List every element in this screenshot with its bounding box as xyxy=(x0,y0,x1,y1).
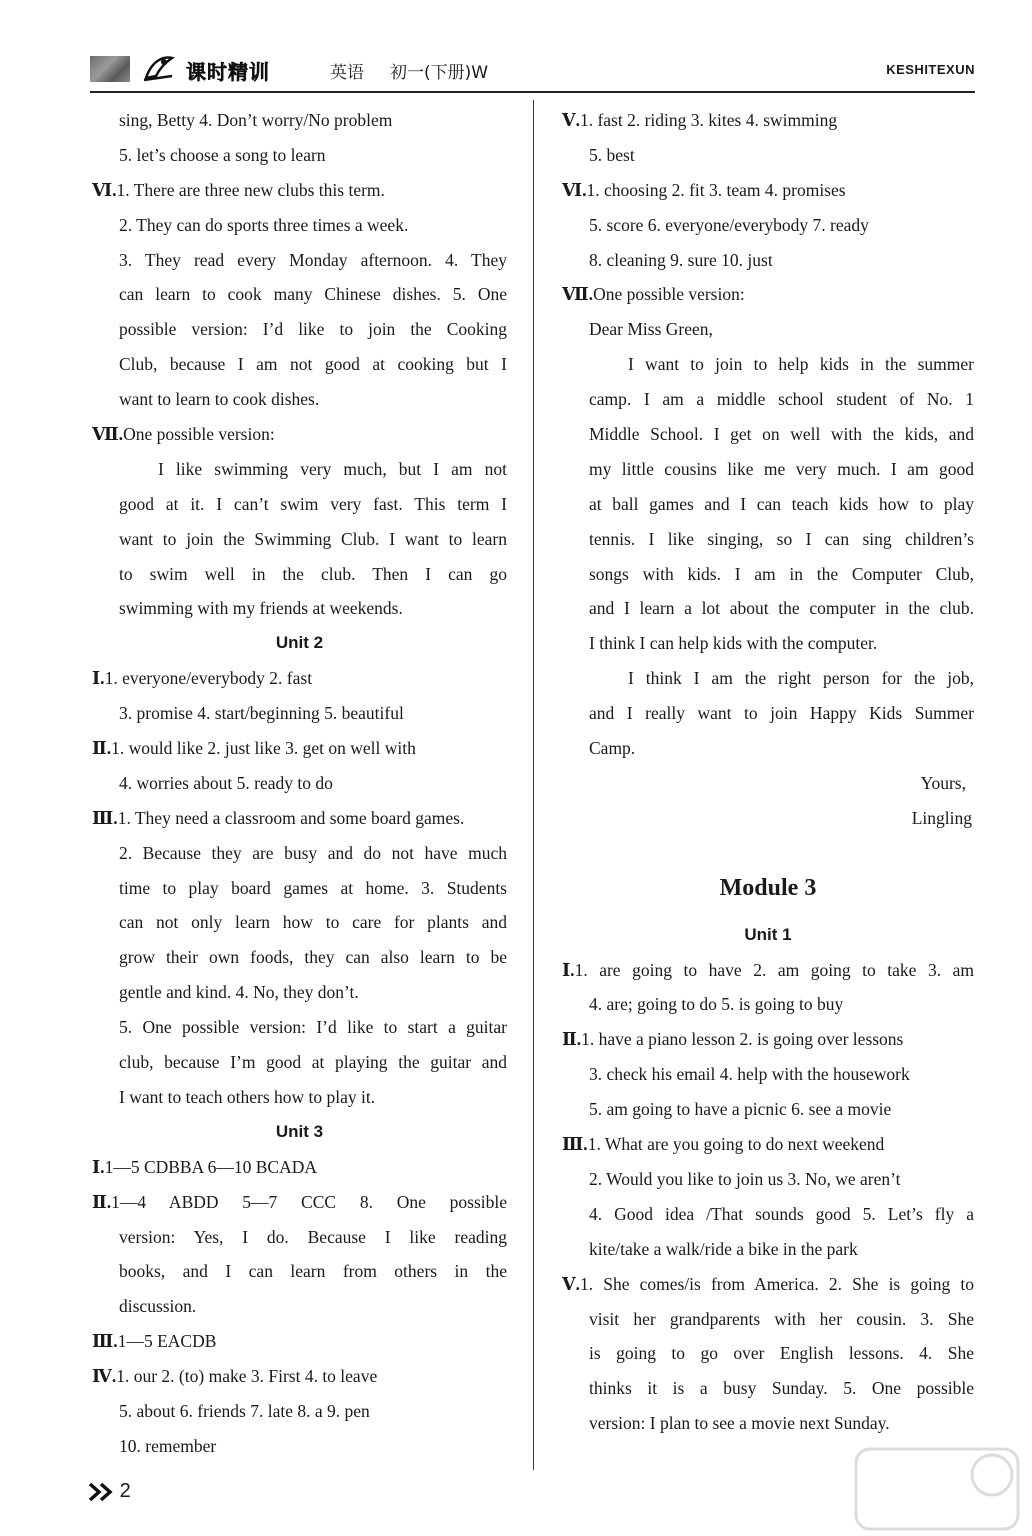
page-number xyxy=(88,1480,131,1503)
answer-text: possible version: I’d like to join the Cooking xyxy=(119,319,507,340)
answer-text: 5. about 6. friends 7. late 8. a 9. pen xyxy=(119,1400,370,1421)
right-line xyxy=(562,452,974,487)
answer-text: Yours, xyxy=(920,772,966,793)
left-line xyxy=(92,731,507,766)
answer-text: I like swimming very much, but I am not xyxy=(158,458,507,479)
answer-text: 3. They read every Monday afternoon. 4. They xyxy=(119,249,507,270)
answer-text: One possible version: xyxy=(593,284,745,305)
right-line xyxy=(562,312,974,347)
left-line xyxy=(92,1010,507,1045)
answer-text: songs with kids. I am in the Computer Club, xyxy=(589,563,974,584)
answer-text: 1. our 2. (to) make 3. First 4. to leave xyxy=(116,1366,378,1387)
right-line xyxy=(562,696,974,731)
left-line xyxy=(92,1045,507,1080)
right2-line xyxy=(562,1197,974,1232)
left-line xyxy=(92,1115,507,1150)
roman-numeral: Ⅱ. xyxy=(92,738,112,759)
roman-numeral: Ⅲ. xyxy=(92,1331,118,1352)
answer-text: 1. have a piano lesson 2. is going over lessons xyxy=(581,1029,904,1050)
roman-numeral: Ⅵ. xyxy=(92,179,117,200)
answer-text: 1. They need a classroom and some board games. xyxy=(117,807,465,828)
left-line xyxy=(92,312,507,347)
left-line xyxy=(92,766,507,801)
right-line xyxy=(562,801,974,836)
left-column xyxy=(92,103,507,1464)
answer-text: 5. am going to have a picnic 6. see a movie xyxy=(589,1099,892,1120)
answer-text: Unit 3 xyxy=(275,1121,324,1141)
left-line xyxy=(92,626,507,661)
answer-text: 4. are; going to do 5. is going to buy xyxy=(589,994,844,1015)
answer-text: Lingling xyxy=(911,807,972,828)
answer-text: gentle and kind. 4. No, they don’t. xyxy=(119,982,359,1003)
right2-line xyxy=(562,1232,974,1267)
header-decoration xyxy=(90,56,130,82)
right-line xyxy=(562,277,974,312)
watermark-stamp xyxy=(852,1445,1022,1533)
double-chevron-icon xyxy=(88,1482,114,1502)
answer-text: Club, because I am not good at cooking but I xyxy=(119,354,507,375)
answer-text: tennis. I like singing, so I can sing children’s xyxy=(589,528,974,549)
answer-text: and I really want to join Happy Kids Summer xyxy=(589,703,974,724)
answer-text: camp. I am a middle school student of No. 1 xyxy=(589,389,974,410)
answer-text: 1. What are you going to do next weekend xyxy=(587,1134,885,1155)
answer-text: I think I can help kids with the computer. xyxy=(589,633,878,654)
answer-text: 3. check his email 4. help with the housework xyxy=(589,1064,910,1085)
answer-text: thinks it is a busy Sunday. 5. One possible xyxy=(589,1378,974,1399)
answer-text: I want to teach others how to play it. xyxy=(119,1086,376,1107)
left-line xyxy=(92,905,507,940)
roman-numeral: Ⅵ. xyxy=(562,179,587,200)
left-line xyxy=(92,696,507,731)
right2-line xyxy=(562,1057,974,1092)
roman-numeral: Ⅰ. xyxy=(92,1156,105,1177)
left-line xyxy=(92,173,507,208)
answer-text: Camp. xyxy=(589,738,636,759)
right2-line xyxy=(562,1022,974,1057)
left-line xyxy=(92,801,507,836)
right-line xyxy=(562,522,974,557)
left-line xyxy=(92,1289,507,1324)
answer-text: version: Yes, I do. Because I like reading xyxy=(119,1226,507,1247)
left-line xyxy=(92,975,507,1010)
left-line xyxy=(92,277,507,312)
answer-text: good at it. I can’t swim very fast. This term I xyxy=(119,493,507,514)
answer-text: 1—5 EACDB xyxy=(117,1331,217,1352)
answer-text: want to join the Swimming Club. I want to learn xyxy=(119,528,507,549)
answer-text: 4. worries about 5. ready to do xyxy=(119,772,333,793)
subject-label: 英语 xyxy=(330,63,364,83)
answer-text: Unit 2 xyxy=(275,633,324,653)
right-line xyxy=(562,557,974,592)
column-divider xyxy=(533,100,534,1470)
right2-line xyxy=(562,987,974,1022)
grade-label: 初一(下册)W xyxy=(390,63,489,83)
left-line xyxy=(92,347,507,382)
answer-text: 5. One possible version: I’d like to start a guitar xyxy=(119,1017,507,1038)
answer-text: 1. She comes/is from America. 2. She is going to xyxy=(579,1273,974,1294)
right-line xyxy=(562,173,974,208)
left-line xyxy=(92,940,507,975)
right2-line xyxy=(562,1127,974,1162)
left-line xyxy=(92,1429,507,1464)
answer-text: sing, Betty 4. Don’t worry/No problem xyxy=(119,110,393,130)
answer-text: grow their own foods, they can also learn to be xyxy=(119,947,507,968)
left-line xyxy=(92,557,507,592)
answer-text: 1. would like 2. just like 3. get on well with xyxy=(111,738,416,759)
left-line xyxy=(92,382,507,417)
answer-text: at ball games and I can teach kids how to play xyxy=(589,493,974,514)
page-number-text: 2 xyxy=(119,1480,131,1502)
answer-text: 5. best xyxy=(589,144,635,165)
answer-text: version: I plan to see a movie next Sunday. xyxy=(589,1413,890,1434)
right-line xyxy=(562,138,974,173)
answer-text: visit her grandparents with her cousin. 3. She xyxy=(589,1308,974,1329)
left-line xyxy=(92,591,507,626)
roman-numeral: Ⅶ. xyxy=(92,424,124,445)
right-column xyxy=(562,103,974,1441)
right-line xyxy=(562,243,974,278)
left-line xyxy=(92,208,507,243)
answer-text: 3. promise 4. start/beginning 5. beautiful xyxy=(119,703,404,724)
roman-numeral: Ⅱ. xyxy=(562,1029,582,1050)
answer-text: 1. everyone/everybody 2. fast xyxy=(104,668,313,689)
left-line xyxy=(92,1394,507,1429)
answer-text: 5. score 6. everyone/everybody 7. ready xyxy=(589,214,869,235)
roman-numeral: Ⅴ. xyxy=(562,110,580,130)
header-rule xyxy=(90,91,975,93)
left-line xyxy=(92,487,507,522)
left-line xyxy=(92,1324,507,1359)
answer-text: time to play board games at home. 3. Students xyxy=(119,877,507,898)
answer-text: discussion. xyxy=(119,1296,197,1317)
answer-text: kite/take a walk/ride a bike in the park xyxy=(589,1238,858,1259)
right2-line xyxy=(562,1371,974,1406)
answer-text: and I learn a lot about the computer in the club. xyxy=(589,598,974,619)
left-line xyxy=(92,1220,507,1255)
left-line xyxy=(92,661,507,696)
answer-text: 1. choosing 2. fit 3. team 4. promises xyxy=(586,179,846,200)
left-line xyxy=(92,417,507,452)
right-line xyxy=(562,766,974,801)
left-line xyxy=(92,1185,507,1220)
answer-text: Dear Miss Green, xyxy=(589,319,713,340)
right2-line xyxy=(562,1162,974,1197)
answer-text: 5. let’s choose a song to learn xyxy=(119,144,326,165)
left-line xyxy=(92,1254,507,1289)
answer-text: 1. are going to have 2. am going to take 3. am xyxy=(574,959,974,980)
roman-numeral: Ⅴ. xyxy=(562,1273,580,1294)
brand-pinyin: KESHITEXUN xyxy=(886,62,975,77)
right2-line xyxy=(562,1267,974,1302)
right2-line xyxy=(562,1092,974,1127)
answer-text: 1—4 ABDD 5—7 CCC 8. One possible xyxy=(111,1191,507,1212)
answer-text: 1. There are three new clubs this term. xyxy=(116,179,385,200)
right-line xyxy=(562,731,974,766)
roman-numeral: Ⅲ. xyxy=(92,807,118,828)
right2-line xyxy=(562,1406,974,1441)
answer-text: want to learn to cook dishes. xyxy=(119,389,320,410)
answer-text: 10. remember xyxy=(119,1435,217,1456)
brand-title: 课时精训 xyxy=(186,60,270,84)
answer-text: I think I am the right person for the job, xyxy=(628,668,974,689)
left-line xyxy=(92,1359,507,1394)
right-line xyxy=(562,417,974,452)
right-line xyxy=(562,103,974,138)
answer-text: One possible version: xyxy=(123,424,275,445)
answer-text: 1—5 CDBBA 6—10 BCADA xyxy=(104,1156,318,1177)
right2-line xyxy=(562,953,974,988)
left-line xyxy=(92,1150,507,1185)
left-line xyxy=(92,452,507,487)
answer-text: can learn to cook many Chinese dishes. 5. One xyxy=(119,284,507,305)
answer-text: club, because I’m good at playing the guitar and xyxy=(119,1052,507,1073)
module-title: Module 3 xyxy=(719,874,817,901)
left-line xyxy=(92,138,507,173)
roman-numeral: Ⅶ. xyxy=(562,284,594,305)
answer-text: 8. cleaning 9. sure 10. just xyxy=(589,249,773,270)
left-line xyxy=(92,836,507,871)
answer-text: 2. They can do sports three times a week. xyxy=(119,214,409,235)
answer-text: to swim well in the club. Then I can go xyxy=(119,563,507,584)
left-line xyxy=(92,103,507,138)
answer-text: 2. Would you like to join us 3. No, we aren’t xyxy=(589,1168,901,1189)
page-header xyxy=(90,50,975,90)
answer-text: 1. fast 2. riding 3. kites 4. swimming xyxy=(579,110,838,130)
roman-numeral: Ⅱ. xyxy=(92,1191,112,1212)
right-line xyxy=(562,661,974,696)
right2-line xyxy=(562,1336,974,1371)
right-line xyxy=(562,208,974,243)
answer-text: 2. Because they are busy and do not have much xyxy=(119,842,507,863)
answer-text: can not only learn how to care for plants and xyxy=(119,912,507,933)
left-line xyxy=(92,522,507,557)
pen-logo-icon xyxy=(142,52,176,84)
left-line xyxy=(92,871,507,906)
right-line xyxy=(562,487,974,522)
roman-numeral: Ⅰ. xyxy=(562,959,575,980)
answer-text: books, and I can learn from others in the xyxy=(119,1261,507,1282)
right-line xyxy=(562,591,974,626)
answer-text: swimming with my friends at weekends. xyxy=(119,598,403,619)
roman-numeral: Ⅲ. xyxy=(562,1134,588,1155)
unit-title: Unit 1 xyxy=(744,924,792,944)
answer-text: I want to join to help kids in the summer xyxy=(628,354,974,375)
answer-text: 4. Good idea /That sounds good 5. Let’s fly a xyxy=(589,1203,974,1224)
right-line xyxy=(562,382,974,417)
right2-line xyxy=(562,1302,974,1337)
answer-text: Middle School. I get on well with the kids, and xyxy=(589,424,974,445)
right-line xyxy=(562,347,974,382)
roman-numeral: Ⅰ. xyxy=(92,668,105,689)
right-line xyxy=(562,626,974,661)
answer-text: is going to go over English lessons. 4. She xyxy=(589,1343,974,1364)
left-line xyxy=(92,243,507,278)
left-line xyxy=(92,1080,507,1115)
answer-text: my little cousins like me very much. I am good xyxy=(589,458,974,479)
roman-numeral: Ⅳ. xyxy=(92,1366,117,1387)
